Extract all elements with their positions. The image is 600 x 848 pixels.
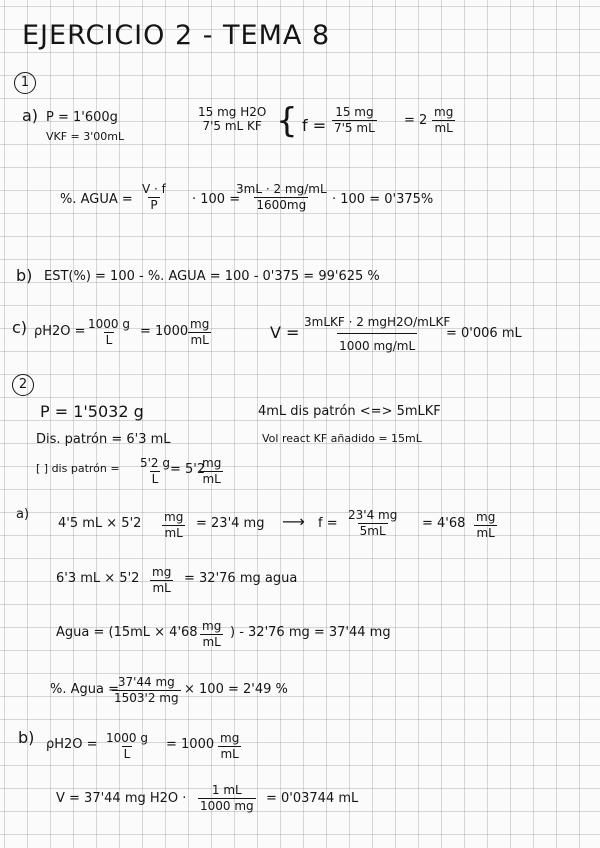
ex1-c-label: c) [12,318,28,337]
ex1-c-rho-unit [188,318,211,346]
ex2-conc-unit-den: mL [202,471,221,486]
ex2-a-label: a) [16,507,30,522]
ex1-c-rho-fraction [86,318,132,346]
ex1-a-f-unit [432,106,455,134]
ex1-c-v-fraction [302,316,452,352]
ex1-a-agua-den-2: 1600mg [256,197,307,212]
ex1-a-agua-fraction [140,183,168,211]
ex1-a-label: a) [22,106,39,125]
ex2-a-f-fraction [346,509,399,537]
ex2-a-line2-unit-den: mL [152,580,171,595]
ex1-a-f-num: 15 mg [335,105,374,119]
ex2-a-line1-unit [162,511,185,539]
ex2-b-rho-label: ρH2O = [46,737,98,752]
ex1-c-rho-unit-num: mg [190,317,210,331]
ex2-conc-label: [ ] dis patrón = [36,462,120,475]
ex2-a-line1-unit-num: mg [164,510,184,524]
ex1-b-label: b) [16,266,33,285]
ex2-mass: P = 1'5032 g [40,402,144,421]
ex2-a-pct-den: 1503'2 mg [114,690,179,705]
ex2-conc-fraction [138,457,172,485]
ex1-b-equation: EST(%) = 100 - %. AGUA = 100 - 0'375 = 99'625 % [44,269,380,284]
ex1-c-rho-eq: = 1000 [140,324,189,339]
ex2-a-pct-label: %. Agua = [50,682,119,697]
ex1-c-v-label: V = [270,323,300,342]
ex2-a-f-label: f = [318,516,338,531]
ex2-a-agua-unit [200,620,223,648]
ex2-conc-den: L [151,471,159,486]
page-title: EJERCICIO 2 - TEMA 8 [22,20,331,51]
ex2-a-pct-fraction [112,676,181,704]
ex2-b-rho-num: 1000 g [106,731,148,745]
ex2-b-rho-unit [218,732,241,760]
ex1-c-v-den: 1000 mg/mL [337,333,417,353]
arrow-right-icon: ⟶ [282,512,305,531]
ex1-c-rho-label: ρH2O = [34,324,86,339]
ex2-b-rho-fraction [104,732,150,760]
ex1-a-f-unit-num: mg [434,105,454,119]
ex2-conc-unit-num: mg [202,456,222,470]
ex1-a-vkf: VKF = 3'00mL [46,130,125,143]
ex1-c-rho-den: L [105,332,113,347]
ex1-a-agua-label: %. AGUA = [60,192,133,207]
ex2-a-line2-left: 6'3 mL × 5'2 [56,571,140,586]
ex2-a-line2-result: = 32'76 mg agua [184,571,298,586]
ex2-b-label: b) [18,728,35,747]
ex1-a-f-den: 7'5 mL [334,120,375,135]
ex2-a-agua-left: Agua = (15mL × 4'68 [56,625,198,640]
ex2-b-rho-unit-den: mL [220,746,239,761]
ex2-a-f-unit-den: mL [476,525,495,540]
ex1-a-agua-den: P [150,197,158,212]
ex1-a-agua-num: V · f [142,182,166,196]
ex1-a-agua-x100: · 100 = [192,192,241,207]
ex1-c-v-num: 3mLKF · 2 mgH2O/mLKF [304,315,451,329]
ex1-c-rho-unit-den: mL [190,332,209,347]
ex2-b-rho-eq: = 1000 [166,737,215,752]
ex2-a-f-den: 5mL [359,523,386,538]
brace-icon: { [276,101,298,141]
ex2-a-agua-right: ) - 32'76 mg = 37'44 mg [230,625,391,640]
ex2-b-v-left: V = 37'44 mg H2O · [56,791,187,806]
ex2-a-line2-unit-num: mg [152,565,172,579]
ex1-c-rho-num: 1000 g [88,317,130,331]
ex2-b-v-fraction [198,784,256,812]
ex2-b-rho-unit-num: mg [220,731,240,745]
ex2-a-pct-num: 37'44 mg [117,675,175,689]
ex1-a-agua-num-2: 3mL · 2 mg/mL [236,182,327,196]
ex1-a-f-fraction [332,106,377,134]
ex2-a-f-eq: = 4'68 [422,516,466,531]
ex2-a-pct-result: × 100 = 2'49 % [184,682,288,697]
ex2-patron-equivalence: 4mL dis patrón <=> 5mLKF [258,404,441,419]
ex2-a-line1-result: = 23'4 mg [196,516,265,531]
ex2-b-v-result: = 0'03744 mL [266,791,359,806]
ex2-a-line2-unit [150,566,173,594]
ex2-conc-eq: = 5'2 [170,462,206,477]
ex2-dis-patron: Dis. patrón = 6'3 mL [36,432,171,447]
ex2-a-line1-unit-den: mL [164,525,183,540]
ex2-b-v-num: 1 mL [211,783,242,797]
ex1-a-ratio [196,106,268,133]
ex2-a-agua-unit-num: mg [202,619,222,633]
ex1-a-mass: P = 1'600g [46,110,118,125]
ex2-a-f-num: 23'4 mg [348,508,398,522]
ex1-a-agua-result: · 100 = 0'375% [332,192,434,207]
exercise-2-marker: 2 [12,374,34,396]
ex1-a-f-unit-den: mL [434,120,453,135]
ex2-vol-react: Vol react KF añadido = 15mL [262,432,422,445]
ex2-b-rho-den: L [123,746,131,761]
ex2-a-f-unit-num: mg [476,510,496,524]
ex1-a-ratio-num: 15 mg H2O [198,105,267,119]
ex1-a-ratio-den: 7'5 mL KF [202,118,262,133]
ex2-a-f-unit [474,511,497,539]
ex1-a-f-label: f = [302,116,327,135]
ex2-conc-num: 5'2 g [140,456,170,470]
ex1-c-v-result: = 0'006 mL [446,326,522,341]
exercise-1-marker: 1 [14,72,36,94]
ex1-a-agua-fraction-2 [234,183,329,211]
ex1-a-f-eq: = 2 [404,113,428,128]
ex2-b-v-den: 1000 mg [200,798,254,813]
ex2-a-agua-unit-den: mL [202,634,221,649]
ex2-a-line1-left: 4'5 mL × 5'2 [58,516,142,531]
ex2-conc-unit [200,457,223,485]
